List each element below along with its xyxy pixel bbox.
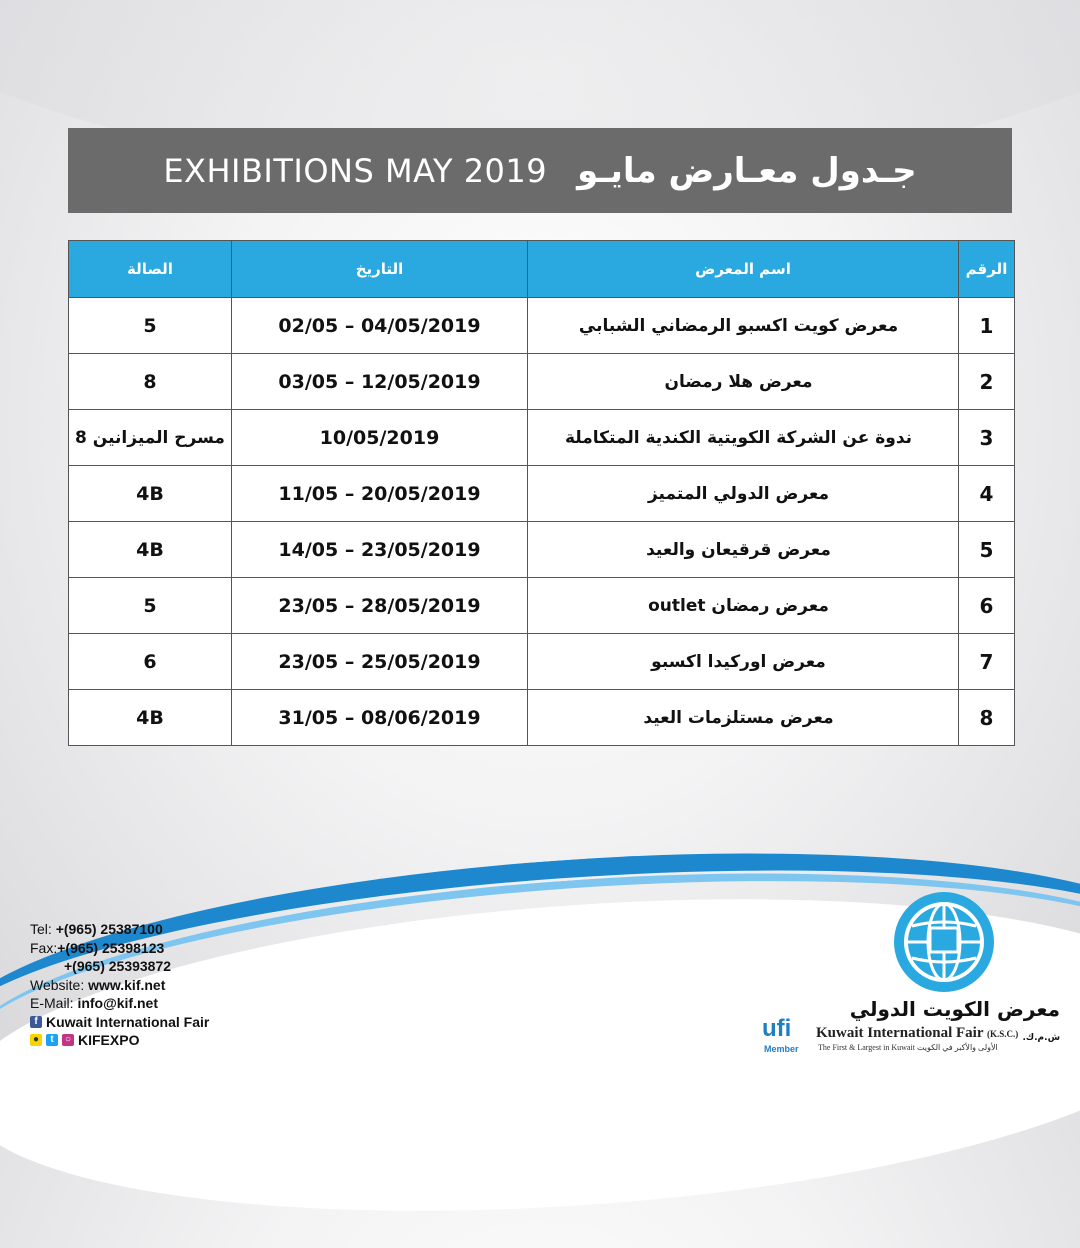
ufi-logo: ufi bbox=[762, 1015, 792, 1042]
fax-number-1: +(965) 25398123 bbox=[57, 939, 165, 956]
header-number: الرقم bbox=[959, 241, 1015, 298]
cell-number: 4 bbox=[959, 466, 1015, 522]
cell-date: 31/05 – 08/06/2019 bbox=[232, 690, 528, 746]
contact-fax bbox=[30, 939, 209, 958]
website-link[interactable]: www.kif.net bbox=[88, 976, 166, 993]
tagline-arabic: الأولى والأكبر في الكويت bbox=[916, 1043, 998, 1052]
cell-number: 3 bbox=[959, 410, 1015, 466]
table-row bbox=[69, 522, 1015, 578]
arabic-name: معرض الكويت الدولي bbox=[849, 997, 1060, 1021]
cell-hall: 4B bbox=[69, 690, 232, 746]
website-label: Website: bbox=[30, 976, 85, 993]
cell-name: معرض مستلزمات العيد bbox=[528, 690, 959, 746]
table-row bbox=[69, 298, 1015, 354]
cell-date: 03/05 – 12/05/2019 bbox=[232, 354, 528, 410]
snapchat-icon[interactable]: ● bbox=[30, 1034, 42, 1046]
cell-name: معرض هلا رمضان bbox=[528, 354, 959, 410]
table-row bbox=[69, 690, 1015, 746]
table-row bbox=[69, 466, 1015, 522]
email-label: E-Mail: bbox=[30, 995, 74, 1011]
kif-globe-logo bbox=[892, 890, 996, 994]
contact-fax-2 bbox=[30, 957, 209, 976]
english-suffix: (K.S.C.) bbox=[986, 1029, 1019, 1039]
cell-number: 8 bbox=[959, 690, 1015, 746]
cell-hall: 4B bbox=[69, 466, 232, 522]
logo-tagline bbox=[818, 1043, 998, 1052]
cell-hall: 5 bbox=[69, 298, 232, 354]
social-handle[interactable]: KIFEXPO bbox=[78, 1032, 140, 1048]
contact-tel bbox=[30, 920, 209, 939]
table-row bbox=[69, 354, 1015, 410]
table-header-row bbox=[69, 241, 1015, 298]
arabic-suffix: ش.م.ك. bbox=[1022, 1033, 1060, 1043]
cell-hall: 5 bbox=[69, 578, 232, 634]
header-date: التاريخ bbox=[232, 241, 528, 298]
cell-hall: مسرح الميزانين 8 bbox=[69, 410, 232, 466]
social-row bbox=[30, 1031, 209, 1050]
twitter-icon[interactable]: t bbox=[46, 1034, 58, 1046]
title-banner bbox=[68, 128, 1012, 213]
cell-number: 6 bbox=[959, 578, 1015, 634]
table-row bbox=[69, 578, 1015, 634]
header-hall: الصالة bbox=[69, 241, 232, 298]
cell-name: معرض رمضان outlet bbox=[528, 578, 959, 634]
cell-date: 11/05 – 20/05/2019 bbox=[232, 466, 528, 522]
contact-block bbox=[30, 920, 209, 1050]
facebook-name[interactable]: Kuwait International Fair bbox=[46, 1013, 210, 1030]
table-row bbox=[69, 634, 1015, 690]
tagline-english: The First & Largest in Kuwait bbox=[818, 1043, 915, 1052]
cell-name: معرض اوركيدا اكسبو bbox=[528, 634, 959, 690]
cell-hall: 8 bbox=[69, 354, 232, 410]
ufi-member: Member bbox=[764, 1044, 799, 1054]
table-row bbox=[69, 410, 1015, 466]
instagram-icon[interactable]: ○ bbox=[62, 1034, 74, 1046]
tel-label: Tel: bbox=[30, 921, 52, 937]
title-arabic: جـدول معـارض مايـو bbox=[577, 150, 917, 191]
cell-number: 2 bbox=[959, 354, 1015, 410]
fax-number-2: +(965) 25393872 bbox=[64, 958, 172, 974]
email-link[interactable]: info@kif.net bbox=[77, 995, 158, 1011]
exhibitions-table bbox=[68, 240, 1015, 746]
cell-name: معرض كويت اكسبو الرمضاني الشبابي bbox=[528, 298, 959, 354]
facebook-row bbox=[30, 1013, 209, 1032]
cell-date: 02/05 – 04/05/2019 bbox=[232, 298, 528, 354]
header-name: اسم المعرض bbox=[528, 241, 959, 298]
fax-label: Fax: bbox=[30, 939, 58, 956]
english-name: Kuwait International Fair bbox=[816, 1025, 984, 1041]
cell-number: 1 bbox=[959, 298, 1015, 354]
cell-date: 23/05 – 28/05/2019 bbox=[232, 578, 528, 634]
cell-name: معرض قرقيعان والعيد bbox=[528, 522, 959, 578]
tel-number[interactable]: +(965) 25387100 bbox=[55, 921, 163, 937]
cell-date: 23/05 – 25/05/2019 bbox=[232, 634, 528, 690]
contact-website bbox=[30, 976, 209, 995]
facebook-icon[interactable]: f bbox=[30, 1016, 42, 1028]
cell-date: 14/05 – 23/05/2019 bbox=[232, 522, 528, 578]
cell-name: ندوة عن الشركة الكويتية الكندية المتكاملة bbox=[528, 410, 959, 466]
cell-hall: 4B bbox=[69, 522, 232, 578]
logo-english-name bbox=[816, 1025, 1018, 1042]
cell-hall: 6 bbox=[69, 634, 232, 690]
title-english: EXHIBITIONS MAY 2019 bbox=[163, 151, 548, 190]
cell-name: معرض الدولي المتميز bbox=[528, 466, 959, 522]
contact-email bbox=[30, 994, 209, 1013]
cell-number: 7 bbox=[959, 634, 1015, 690]
cell-date: 10/05/2019 bbox=[232, 410, 528, 466]
cell-number: 5 bbox=[959, 522, 1015, 578]
